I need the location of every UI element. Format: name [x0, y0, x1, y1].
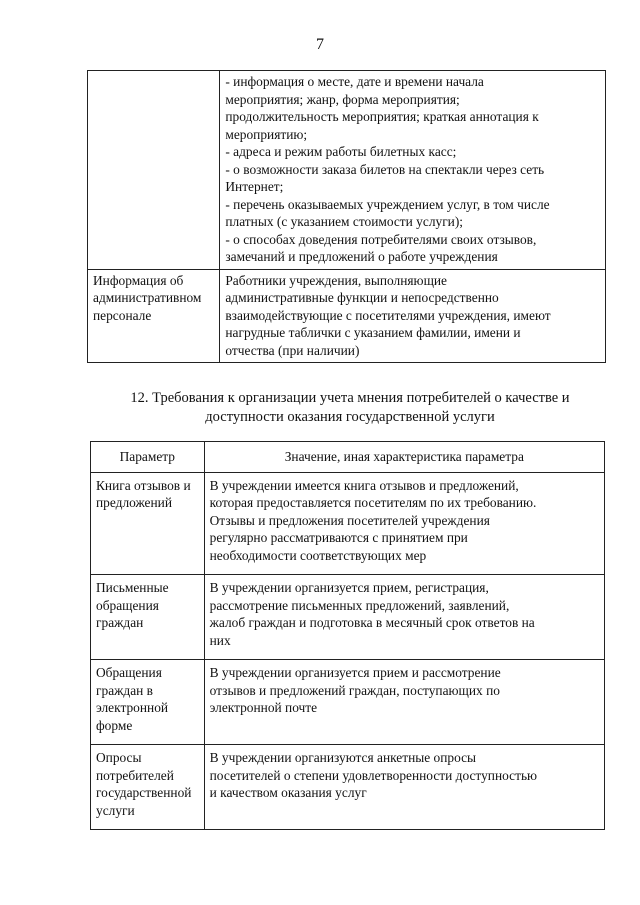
cell-text-line: форме [96, 717, 133, 733]
cell-text-line: - о способах доведения потребителями своих отзывов, [225, 231, 537, 247]
cell-text-line: жалоб граждан и подготовка в месячный срок ответов на [209, 615, 535, 630]
cell-text-line: платных (с указанием стоимости услуги); [225, 214, 464, 229]
cell-text-line: замечаний и предложений о работе учреждения [225, 249, 498, 264]
table-row [91, 472, 605, 575]
service-info-table [87, 70, 606, 363]
cell-text-line: и качеством оказания услуг [209, 785, 367, 800]
cell-text-line: посетителей о степени удовлетворенности доступностью [209, 767, 538, 783]
section-heading-line-2: доступности оказания государственной услуги [205, 409, 495, 425]
value-cell [204, 660, 604, 745]
cell-text-line: персонале [93, 307, 152, 323]
section-heading-line-1: 12. Требования к организации учета мнения потребителей о качестве и [130, 390, 570, 406]
value-cell [204, 472, 604, 575]
cell-text-line: предложений [96, 495, 173, 510]
param-cell [91, 472, 205, 575]
cell-text-line: граждан в [96, 682, 153, 698]
param-cell [91, 745, 205, 830]
cell-text-line: электронной почте [209, 700, 318, 715]
cell-text-line: необходимости соответствующих мер [209, 547, 427, 563]
param-cell [88, 71, 220, 270]
cell-text-line: них [209, 632, 231, 648]
cell-text-line: - адреса и режим работы билетных касс; [225, 144, 457, 159]
cell-text-line: взаимодействующие с посетителями учреждения, имеют [225, 307, 551, 323]
cell-text-line: обращения [96, 597, 159, 613]
header-value: Значение, иная характеристика параметра [204, 442, 604, 473]
cell-text-line: Работники учреждения, выполняющие [225, 272, 447, 288]
cell-text-line: административные функции и непосредственно [225, 290, 499, 305]
feedback-requirements-table [90, 441, 605, 830]
value-cell [204, 575, 604, 660]
cell-text-line: - о возможности заказа билетов на спектакли через сеть [225, 161, 545, 177]
value-cell [220, 269, 606, 363]
cell-text-line: - перечень оказываемых учреждением услуг, в том числе [225, 196, 550, 212]
cell-text-line: отчества (при наличии) [225, 342, 360, 358]
param-cell [88, 269, 220, 363]
cell-text-line: электронной [96, 700, 169, 715]
cell-text-line: административном [93, 290, 202, 305]
cell-text-line: Интернет; [225, 179, 284, 194]
cell-text-line: услуги [96, 802, 135, 818]
table-row [88, 269, 606, 363]
section-heading [60, 389, 640, 427]
cell-text-line: Информация об [93, 272, 184, 288]
value-cell [204, 745, 604, 830]
table-row [88, 71, 606, 270]
service-info-table-body [88, 71, 606, 363]
cell-text-line: рассмотрение письменных предложений, заявлений, [209, 597, 510, 613]
cell-text-line: продолжительность мероприятия; краткая аннотация к [225, 109, 539, 124]
cell-text-line: мероприятия; жанр, форма мероприятия; [225, 91, 460, 107]
cell-text-line: В учреждении организуется прием, регистрация, [209, 580, 489, 595]
cell-text-line: В учреждении организуются анкетные опросы [209, 750, 477, 765]
param-cell [91, 660, 205, 745]
feedback-requirements-table-body [91, 472, 605, 830]
cell-text-line: Обращения [96, 665, 162, 680]
table-row [91, 660, 605, 745]
page-number: 7 [316, 36, 324, 53]
cell-text-line: регулярно рассматриваются с принятием при [209, 530, 468, 545]
cell-text-line: - информация о месте, дате и времени начала [225, 74, 484, 89]
header-param: Параметр [91, 442, 205, 473]
cell-text-line: Письменные [96, 580, 169, 595]
value-cell [220, 71, 606, 270]
table-row [91, 745, 605, 830]
cell-text-line: которая предоставляется посетителям по их требованию. [209, 495, 537, 510]
cell-text-line: нагрудные таблички с указанием фамилии, имени и [225, 325, 521, 340]
table-row [91, 575, 605, 660]
cell-text-line: отзывов и предложений граждан, поступающих по [209, 682, 500, 698]
cell-text-line: Отзывы и предложения посетителей учреждения [209, 512, 490, 528]
param-cell [91, 575, 205, 660]
cell-text-line: В учреждении имеется книга отзывов и предложений, [209, 477, 519, 493]
cell-text-line: государственной [96, 785, 192, 800]
cell-text-line: граждан [96, 615, 144, 630]
cell-text-line: Опросы [96, 750, 142, 765]
table-header-row [91, 442, 605, 473]
cell-text-line: мероприятию; [225, 126, 308, 142]
cell-text-line: потребителей [96, 767, 174, 783]
cell-text-line: В учреждении организуется прием и рассмотрение [209, 665, 501, 680]
cell-text-line: Книга отзывов и [96, 477, 191, 493]
